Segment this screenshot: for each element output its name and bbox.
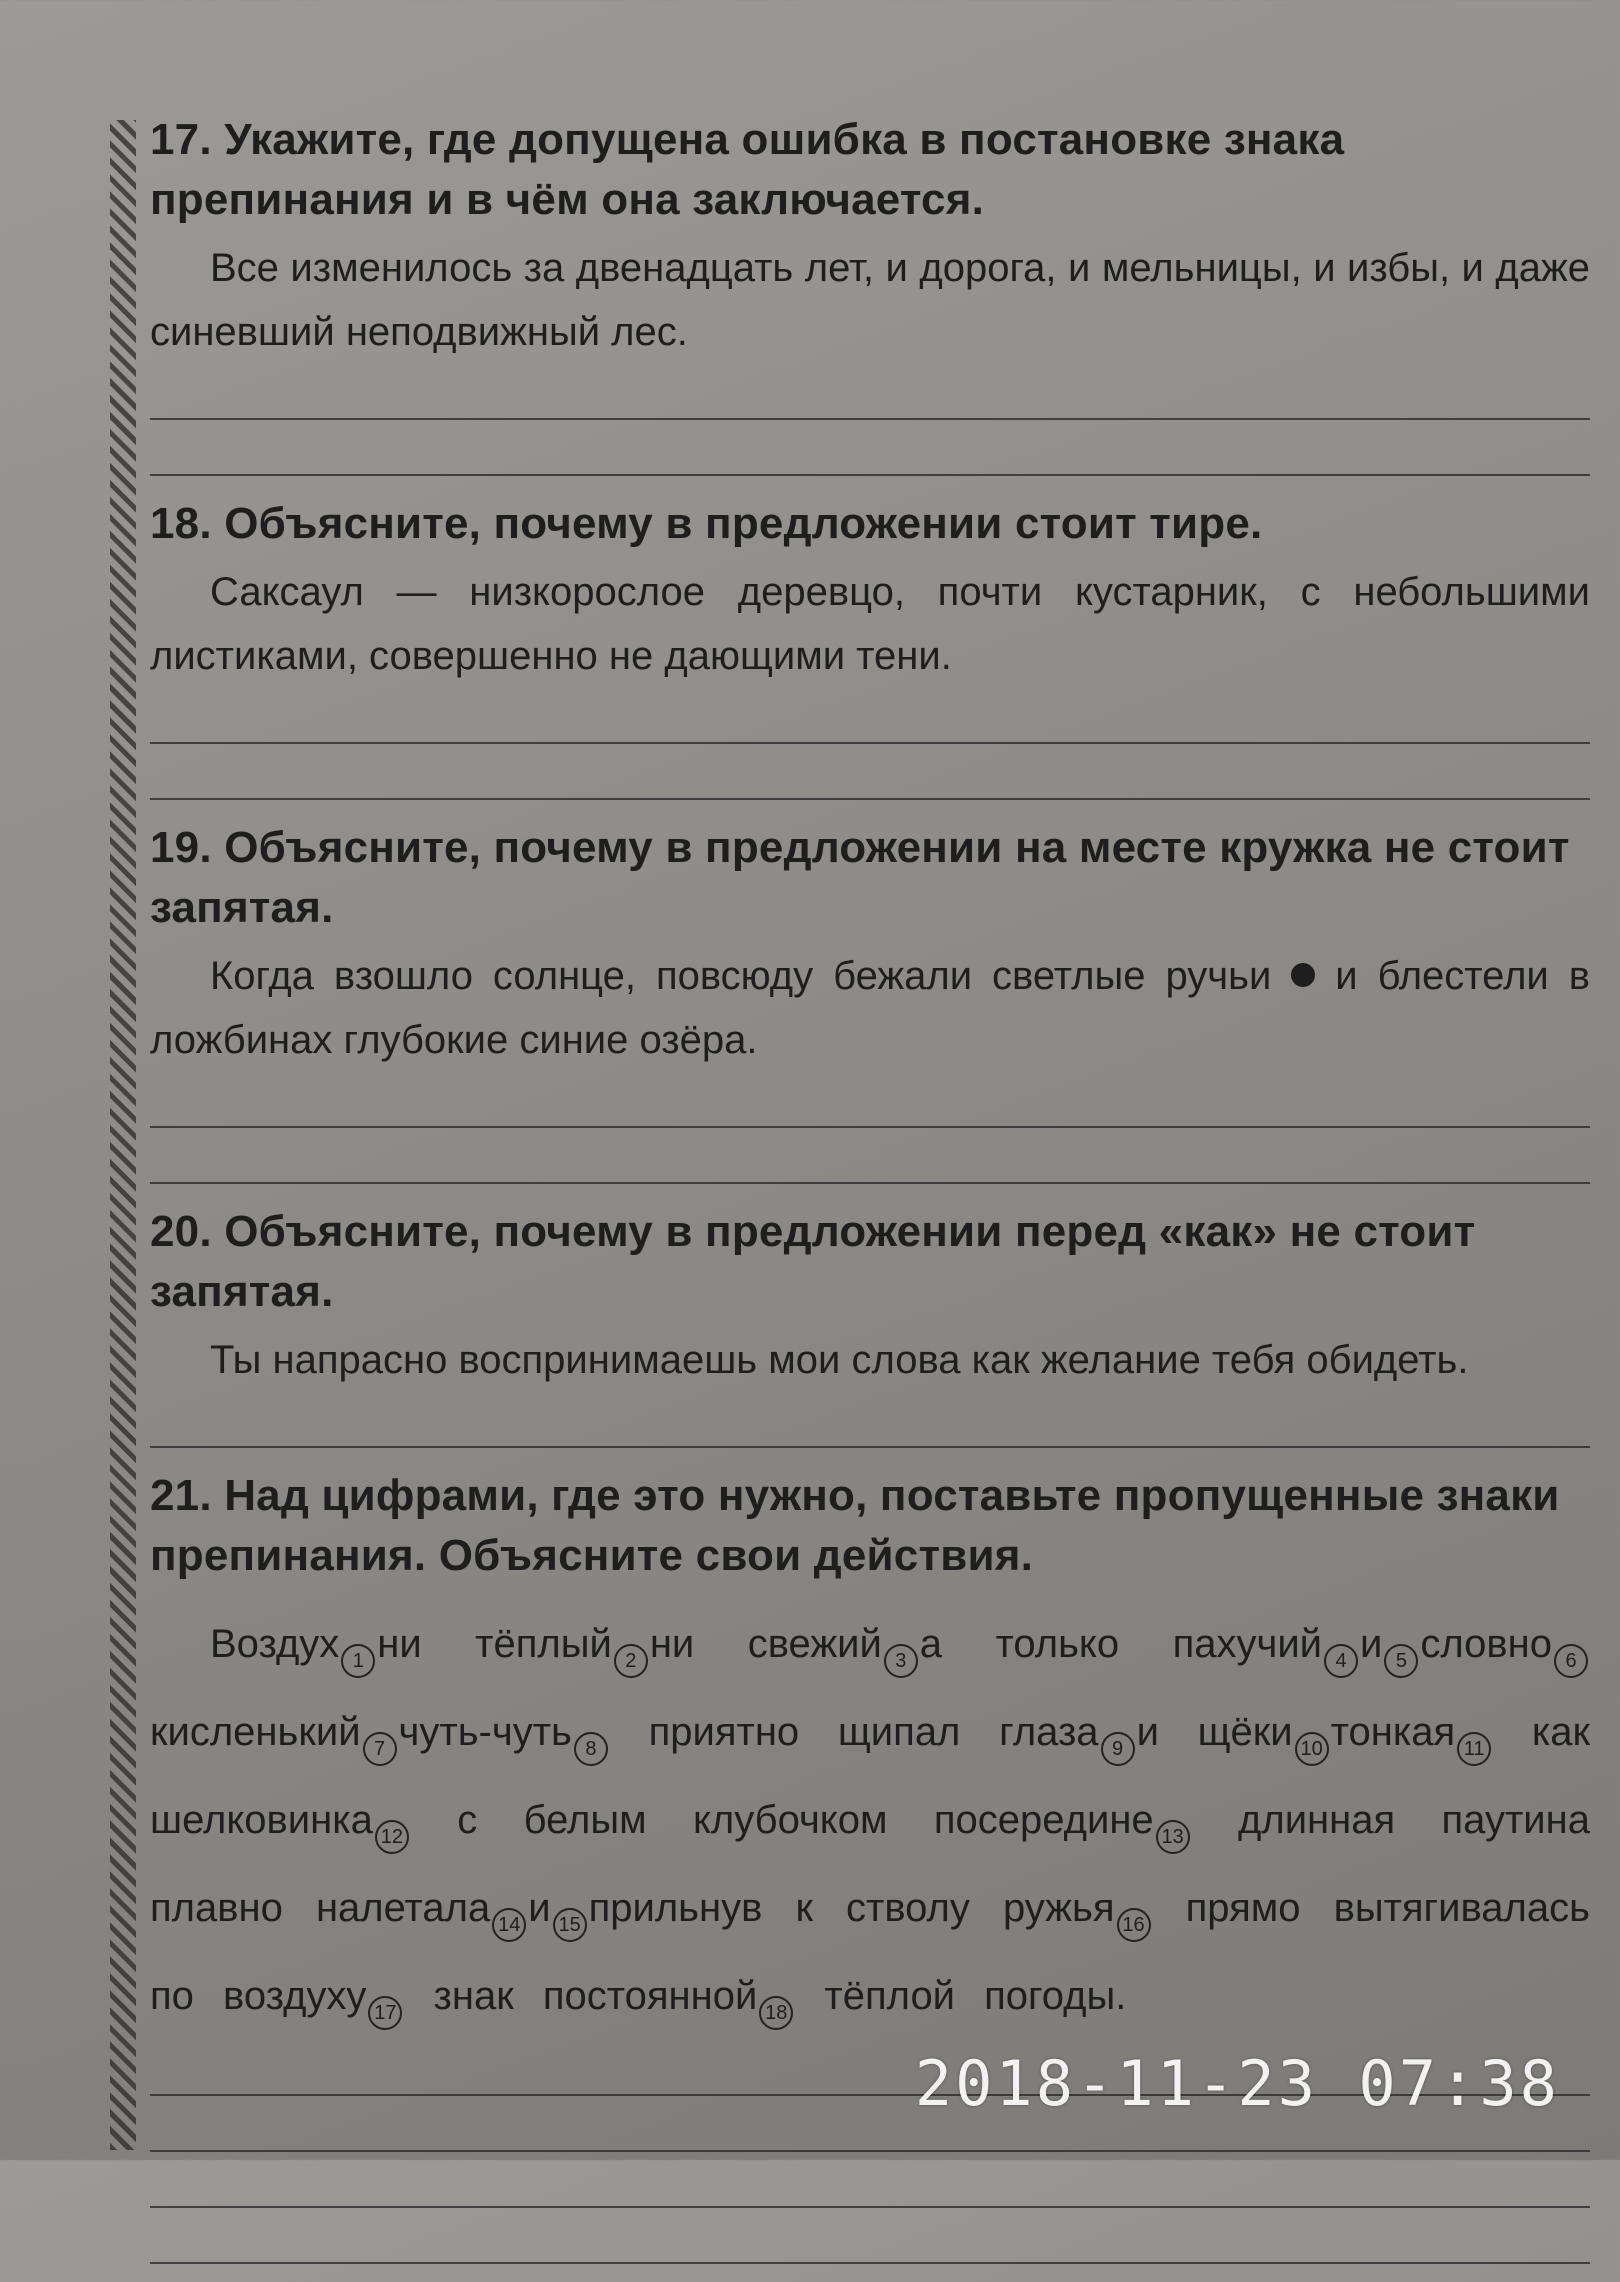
text-segment: ни тёплый [377,1622,612,1666]
answer-line[interactable] [150,2208,1590,2264]
circled-number[interactable]: 7 [363,1732,397,1766]
circled-number[interactable]: 9 [1101,1732,1135,1766]
text-segment: прильнув к стволу ружья [588,1886,1115,1930]
answer-line[interactable] [150,2152,1590,2208]
text-segment: знак постоянной [433,1974,758,2018]
text-segment: и [1360,1622,1383,1666]
task-19-text-after: и блестели в ложбинах глубокие синие озёра. [150,954,1590,1062]
answer-line[interactable] [150,744,1590,800]
task-20-title: 20. Объясните, почему в предложении перед «как» не стоит запятая. [150,1207,1476,1316]
circled-number[interactable]: 1 [341,1644,375,1678]
circled-number[interactable]: 18 [759,1996,793,2030]
circled-number[interactable]: 5 [1384,1644,1418,1678]
task-17-text: Все изменилось за двенадцать лет, и дорога, и мельницы, и избы, и даже синевший неподвижный лес. [150,246,1590,354]
task-17 [150,110,1590,476]
text-segment: а только пахучий [919,1622,1323,1666]
hatched-border [110,120,136,2150]
task-19-title: 19. Объясните, почему в предложении на месте кружка не стоит запятая. [150,823,1570,932]
text-segment: кисленький [150,1710,361,1754]
filled-circle-icon [1291,963,1315,987]
photo-timestamp: 2018-11-23 07:38 [914,2047,1560,2120]
task-19 [150,818,1590,1184]
circled-number[interactable]: 15 [553,1908,587,1942]
text-segment: ни свежий [649,1622,882,1666]
text-segment: тонкая [1330,1710,1456,1754]
answer-line[interactable] [150,688,1590,744]
circled-number[interactable]: 3 [884,1644,918,1678]
circled-number[interactable]: 11 [1457,1732,1491,1766]
workbook-page [70,80,1610,2160]
circled-number[interactable]: 10 [1295,1732,1329,1766]
circled-number[interactable]: 13 [1156,1820,1190,1854]
task-17-title: 17. Укажите, где допущена ошибка в постановке знака препинания и в чём она заключается. [150,115,1345,224]
answer-line[interactable] [150,364,1590,420]
text-segment: и щёки [1136,1710,1293,1754]
text-segment: приятно щипал глаза [648,1710,1099,1754]
answer-line[interactable] [150,1392,1590,1448]
task-20-text: Ты напрасно воспринимаешь мои слова как желание тебя обидеть. [210,1338,1469,1382]
circled-number[interactable]: 8 [574,1732,608,1766]
answer-line[interactable] [150,420,1590,476]
task-21-text [150,1600,1590,2040]
text-segment: длинная паутина плавно налетала [150,1798,1590,1930]
text-segment: с белым клубочком посередине [457,1798,1154,1842]
circled-number[interactable]: 12 [375,1820,409,1854]
answer-line[interactable] [150,1128,1590,1184]
task-18-text: Саксаул — низкорослое деревцо, почти кустарник, с небольшими листиками, совершенно не дающими тени. [150,570,1590,678]
text-segment: словно [1420,1622,1552,1666]
circled-number[interactable]: 16 [1117,1908,1151,1942]
circled-number[interactable]: 2 [614,1644,648,1678]
task-21-title: 21. Над цифрами, где это нужно, поставьте пропущенные знаки препинания. Объясните свои действия. [150,1471,1560,1580]
task-20 [150,1202,1590,1448]
task-19-text [150,944,1590,1072]
text-segment: как шелковинка [150,1710,1590,1842]
text-segment: прямо вытягивалась по воздуху [150,1886,1590,2018]
text-segment: чуть-чуть [398,1710,572,1754]
circled-number[interactable]: 4 [1324,1644,1358,1678]
task-18 [150,494,1590,800]
text-segment: тёплой погоды. [824,1974,1127,2018]
page-content [150,110,1590,2282]
text-segment: и [528,1886,551,1930]
circled-number[interactable]: 14 [492,1908,526,1942]
task-21 [150,1466,1590,2264]
answer-line[interactable] [150,1072,1590,1128]
text-segment: Воздух [210,1622,340,1666]
circled-number[interactable]: 6 [1554,1644,1588,1678]
circled-number[interactable]: 17 [368,1996,402,2030]
task-18-title: 18. Объясните, почему в предложении стоит тире. [150,499,1263,548]
task-19-text-before: Когда взошло солнце, повсюду бежали светлые ручьи [210,954,1272,998]
